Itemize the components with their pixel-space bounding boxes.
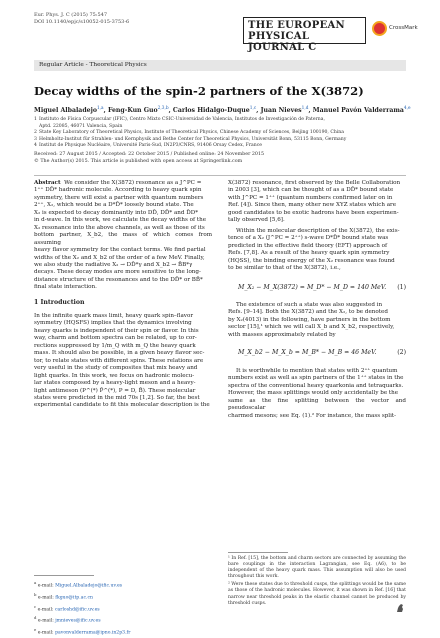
body-line: by X₂(4013) in the following, have partners in the bottom <box>228 316 391 323</box>
equation-number: (1) <box>397 284 406 291</box>
header-divider <box>34 175 406 176</box>
affiliation-list <box>34 117 346 150</box>
body-line: good candidates to be exotic hadrons have been experimen- <box>228 209 399 216</box>
author-affil-link[interactable]: 1,c <box>249 106 257 111</box>
equation-text: M_X₂ − M_X(3872) ≃ M_D* − M_D ≃ 140 MeV. <box>238 284 387 291</box>
email-link[interactable]: Miguel.Albaladejo@ific.uv.es <box>55 583 123 589</box>
body-line: Within the molecular description of the X(3872), the exis- <box>236 228 400 234</box>
intro-line: way, charm and bottom spectra can be related, up to cor- <box>34 335 197 342</box>
author-affil-link[interactable]: 4,e <box>403 106 411 111</box>
author-affil-link[interactable]: 1,d <box>301 106 309 111</box>
body-line: tally observed [5,6]. <box>228 217 285 224</box>
crossmark-icon <box>372 21 387 36</box>
body-line: The existence of such a state was also suggested in <box>236 302 383 308</box>
intro-line: rections suppressed by 1/m_Q with m_Q the heavy quark <box>34 342 196 349</box>
body-line: with masses approximately related by <box>228 331 336 338</box>
intro-line: tor, to relate states with different spins. These relations are <box>34 357 204 364</box>
body-line: same as the fine splitting between the vector and pseudoscalar <box>228 397 406 412</box>
doi-link[interactable]: DOI 10.1140/epjc/s10052-015-3753-6 <box>34 19 130 26</box>
author-name: Carlos Hidalgo-Duque <box>172 107 250 115</box>
email-entry: $^c$ e-mail: carloshd@ific.uv.es <box>34 603 100 613</box>
body-line: It is worthwhile to mention that states with 2⁺⁺ quantum <box>236 368 398 374</box>
abstract-line: bottom partner, X_b2, the mass of which comes from assuming <box>34 232 212 246</box>
author-affil-link[interactable]: 1,a <box>96 106 104 111</box>
email-link[interactable]: carloshd@ific.uv.es <box>54 607 100 613</box>
intro-line: light quarks. In this work, we focus on hadronic molecu- <box>34 372 195 379</box>
intro-line: In the infinite quark mass limit, heavy quark spin–flavor <box>34 313 193 319</box>
section-heading-introduction: 1 Introduction <box>34 299 85 306</box>
email-entry: $^b$ e-mail: fkguo@itp.ac.cn <box>34 591 94 601</box>
crossmark-label: CrossMark <box>389 25 418 31</box>
author-name: Manuel Pavón Valderrama <box>312 107 404 115</box>
email-link[interactable]: pavonvalderrama@ipno.in2p3.fr <box>55 630 131 636</box>
abstract-line: symmetry, there will exist a partner with quantum numbers <box>34 194 204 201</box>
abstract-line: in d-wave. In this work, we calculate the decay widths of the <box>34 217 207 224</box>
abstract-line: X₂ resonance into the above channels, as well as those of its <box>34 224 205 231</box>
email-link[interactable]: fkguo@itp.ac.cn <box>55 595 94 601</box>
body-line: Ref. [4]). Since then, many other new XYZ states which are <box>228 202 397 209</box>
author-name: Feng-Kun Guo <box>107 107 158 115</box>
email-list <box>34 579 130 638</box>
intro-line: experimental candidate to fit this molecular description is the <box>34 402 210 409</box>
footnote-divider <box>228 552 288 553</box>
equation-number: (2) <box>397 349 406 356</box>
author-name: Miguel Albaladejo <box>34 107 97 115</box>
author-list: Miguel Albaladejo$^{1,a}$, Feng-Kun Guo$^{2,3,b}$, Carlos Hidalgo-Duque$^{1,c}$, Juan Nieves$^{1,d}$, Manuel Pavón Valderrama$^{4,e}$ <box>34 106 411 115</box>
equation-text: M_X_b2 − M_X_b ≃ M_B* − M_B ≃ 46 MeV. <box>238 349 377 356</box>
abstract-line: decays. These decay modes are more sensitive to the long- <box>34 269 201 276</box>
abstract <box>34 180 212 292</box>
affiliation: 4 Institut de Physique Nucléaire, Université Paris-Sud, IN2P3/CNRS, 91406 Orsay Cedex, France <box>34 143 263 148</box>
abstract-line: final state interaction. <box>34 284 97 291</box>
right-column-para2 <box>228 228 406 273</box>
body-line: to be similar to that of the X(3872), i.e., <box>228 265 341 272</box>
intro-line: states were predicted in the mid 70s [1,2]. So far, the best <box>34 394 200 401</box>
affiliation: 3 Helmholtz-Institut für Strahlen- und Kernphysik and Bethe Center for Theoretical Physics, Universität Bonn, 53115 Bonn, Germany <box>34 136 347 142</box>
abstract-line: widths of the X₂ and X_b2 of the order of a few MeV. Finally, <box>34 254 205 261</box>
intro-line: symmetry (HQSFS) implies that the dynamics involving <box>34 320 192 327</box>
body-line: with J^PC = 1⁺⁺ (quantum numbers confirmed later on in <box>228 194 393 201</box>
body-line: (HQSS), the binding energy of the X₂ resonance was found <box>228 257 395 264</box>
body-line: Refs. [9–14]. Both the X(3872) and the X₂, to be denoted <box>228 309 388 316</box>
body-line: tence of a X₂ (J^PC = 2⁺⁺) s-wave D*D̄* bound state was <box>228 235 389 242</box>
intro-line: light antimeson (P^(*) P̄^(*), P = D, B̄). These molecular <box>34 387 196 394</box>
author-affil-link[interactable]: 2,3,b <box>157 106 169 111</box>
right-column-para1 <box>228 180 406 225</box>
journal-name-line1: THE EUROPEAN <box>248 20 345 31</box>
citation: Eur. Phys. J. C (2015) 75:547 <box>34 12 108 18</box>
abstract-line: 2⁺⁺, X₂, which would be a D*D̄* loosely bound state. The <box>34 202 194 209</box>
copyright-line: © The Author(s) 2015. This article is published with open access at Springerlink.com <box>34 158 243 164</box>
article-category: Regular Article - Theoretical Physics <box>34 60 406 71</box>
body-line: sector [15],¹ which we will call X_b and X_b2, respectively, <box>228 324 395 331</box>
publication-dates <box>34 152 264 166</box>
abstract-label: Abstract <box>34 180 61 186</box>
right-column-para4 <box>228 368 406 420</box>
affiliation: 2 State Key Laboratory of Theoretical Physics, Institute of Theoretical Physics, Chinese Academy of Sciences, Beijing 100190, China <box>34 130 344 135</box>
footnote: ² Were these states due to threshold cusps, the splittings would be the same as those of the hadronic molecules. However, it was shown in Ref. [16] that narrow near threshold peaks in the elastic channel cannot be produced by threshold cusps. <box>228 582 406 606</box>
article-title: Decay widths of the spin-2 partners of the X(3872) <box>34 84 364 98</box>
crossmark-button[interactable] <box>370 17 420 44</box>
introduction-text <box>34 313 212 410</box>
intro-line: mass. It should also be possible, in a given heavy flavor sec- <box>34 350 205 357</box>
intro-line: heavy quarks is independent of their spin or flavor. In this <box>34 327 199 334</box>
abstract-line: We consider the X(3872) resonance as a J^PC = <box>64 180 202 186</box>
body-line: numbers exist as well as spin partners of the 1⁺⁺ states in the <box>228 375 404 382</box>
body-line: predicted in the effective field theory (EFT) approach of <box>228 242 388 249</box>
affiliation: Aptd. 22085, 46071 Valencia, Spain <box>39 123 123 129</box>
journal-name-line2: PHYSICAL JOURNAL C <box>248 31 317 53</box>
email-entry: $^d$ e-mail: jmnieves@ific.uv.es <box>34 615 101 625</box>
abstract-line: 1⁺⁺ DD̄* hadronic molecule. According to heavy quark spin <box>34 187 202 194</box>
email-link[interactable]: jmnieves@ific.uv.es <box>55 619 101 625</box>
intro-line: very useful in the study of composites that mix heavy and <box>34 365 198 372</box>
footnote-divider <box>34 575 94 576</box>
springer-horse-icon <box>396 603 405 613</box>
footnotes <box>228 556 406 607</box>
abstract-line: X₂ is expected to decay dominantly into DD̄, DD̄* and D̄D* <box>34 209 199 216</box>
abstract-line: we also study the radiative X₂ → DD̄*γ and X_b2 → B̄B*γ <box>34 261 193 268</box>
email-entry: $^e$ e-mail: pavonvalderrama@ipno.in2p3.fr <box>34 627 131 636</box>
right-column-para3 <box>228 302 406 339</box>
email-entry: $^a$ e-mail: Miguel.Albaladejo@ific.uv.es <box>34 580 123 589</box>
body-line: X(3872) resonance, first observed by the Belle Collaboration <box>228 180 401 186</box>
body-line: spectra of the conventional heavy quarkonia and tetraquarks. <box>228 382 404 389</box>
intro-line: lar states composed by a heavy-light meson and a heavy- <box>34 380 196 387</box>
journal-logo <box>243 17 366 53</box>
citation-header <box>34 12 129 26</box>
affiliation: 1 Instituto de Física Corpuscular (IFIC), Centro Mixto CSIC-Universidad de Valencia, Institutos de Investigación de Paterna, <box>34 117 325 122</box>
body-line: charmed mesons; see Eq. (1).² For instance, the mass split- <box>228 412 397 419</box>
footnote: ¹ In Ref. [15], the bottom and charm sectors are connected by assuming the bare couplings in the interaction Lagrangian, see Eq. (A6), to be independent of the heavy quark mass. This assumption will also be used throughout this work. <box>228 556 406 580</box>
abstract-line: distance structure of the resonances and to the DD̄* or BB̄* <box>34 276 203 283</box>
dates-line: Received: 27 August 2015 / Accepted: 22 October 2015 / Published online: 24 November 2015 <box>34 152 265 157</box>
abstract-line: heavy flavor symmetry for the contact terms. We find partial <box>34 247 206 254</box>
author-name: Juan Nieves <box>260 107 302 115</box>
body-line: Refs. [7,8]. As a result of the heavy quark spin symmetry <box>228 250 390 257</box>
body-line: However, the mass splittings would only accidentally be the <box>228 390 399 397</box>
body-line: in 2003 [3], which can be thought of as a DD̄* bound state <box>228 187 394 194</box>
